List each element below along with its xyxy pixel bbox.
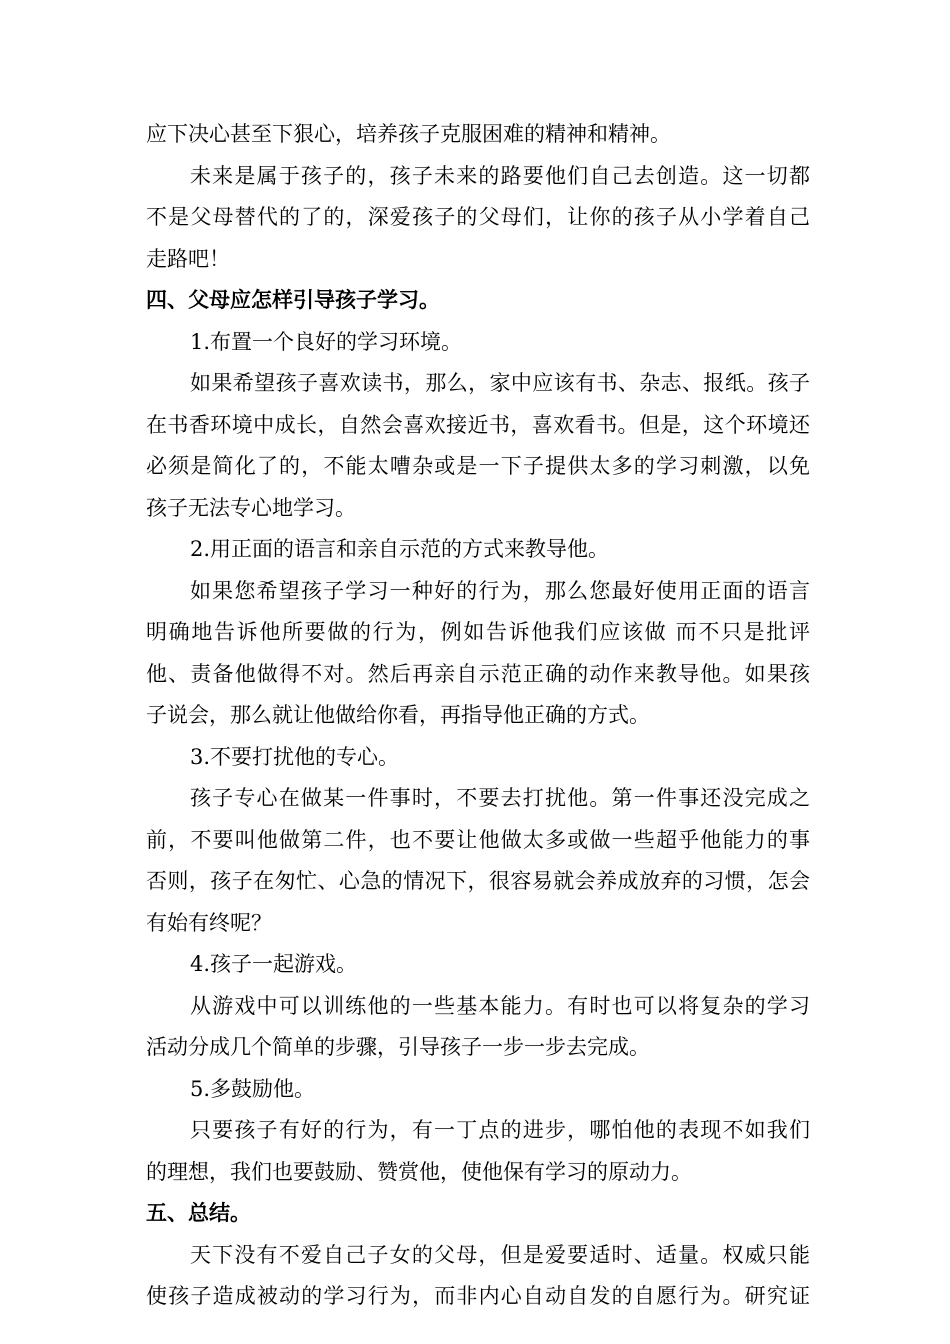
- list-item-heading: 3.不要打扰他的专心。: [190, 744, 400, 769]
- text-line: 他、责备他做得不对。然后再亲自示范正确的动作来教导他。如果孩: [146, 661, 810, 686]
- text-line: 未来是属于孩子的，孩子未来的路要他们自己去创造。这一切都: [190, 163, 810, 188]
- section-heading: 五、总结。: [146, 1201, 251, 1225]
- text-line: 走路吧！: [146, 246, 230, 271]
- document-body: [146, 114, 810, 1318]
- list-item-heading: 1.布置一个良好的学习环境。: [190, 329, 463, 354]
- text-line: 的理想，我们也要鼓励、赞赏他，使他保有学习的原动力。: [146, 1159, 692, 1184]
- text-line: 必须是简化了的，不能太嘈杂或是一下子提供太多的学习刺激，以免: [146, 454, 810, 478]
- section-heading: 四、父母应怎样引导孩子学习。: [146, 288, 440, 312]
- text-line: 只要孩子有好的行为，有一丁点的进步，哪怕他的表现不如我们: [190, 1118, 810, 1142]
- text-line: 在书香环境中成长，自然会喜欢接近书，喜欢看书。但是，这个环境还: [146, 412, 810, 437]
- text-line: 使孩子造成被动的学习行为，而非内心自动自发的自愿行为。研究证: [146, 1284, 810, 1308]
- text-line: 子说会，那么就让他做给你看，再指导他正确的方式。: [146, 703, 650, 727]
- text-line: 有始有终呢？: [146, 910, 272, 935]
- text-line: 活动分成几个简单的步骤，引导孩子一步一步去完成。: [146, 1035, 650, 1059]
- text-line: 孩子专心在做某一件事时，不要去打扰他。第一件事还没完成之: [190, 786, 810, 810]
- text-line: 如果您希望孩子学习一种好的行为，那么您最好使用正面的语言: [190, 578, 810, 603]
- list-item-heading: 2.用正面的语言和亲自示范的方式来教导他。: [190, 537, 610, 561]
- text-line: 否则，孩子在匆忙、心急的情况下，很容易就会养成放弃的习惯，怎会: [146, 869, 810, 893]
- text-line: 明确地告诉他所要做的行为，例如告诉他我们应该做 而不只是批评: [146, 620, 810, 644]
- text-line: 从游戏中可以训练他的一些基本能力。有时也可以将复杂的学习: [190, 993, 810, 1018]
- text-line: 应下决心甚至下狠心，培养孩子克服困难的精神和精神。: [146, 122, 671, 146]
- text-line: 孩子无法专心地学习。: [146, 495, 356, 520]
- text-line: 不是父母替代的了的，深爱孩子的父母们，让你的孩子从小学着自己: [146, 205, 810, 229]
- text-line: 前，不要叫他做第二件，也不要让他做太多或做一些超乎他能力的事: [146, 827, 810, 852]
- text-line: 如果希望孩子喜欢读书，那么，家中应该有书、杂志、报纸。孩子: [190, 371, 810, 395]
- text-line: 天下没有不爱自己子女的父母，但是爱要适时、适量。权威只能: [190, 1242, 810, 1267]
- list-item-heading: 4.孩子一起游戏。: [190, 952, 358, 976]
- list-item-heading: 5.多鼓励他。: [190, 1076, 316, 1101]
